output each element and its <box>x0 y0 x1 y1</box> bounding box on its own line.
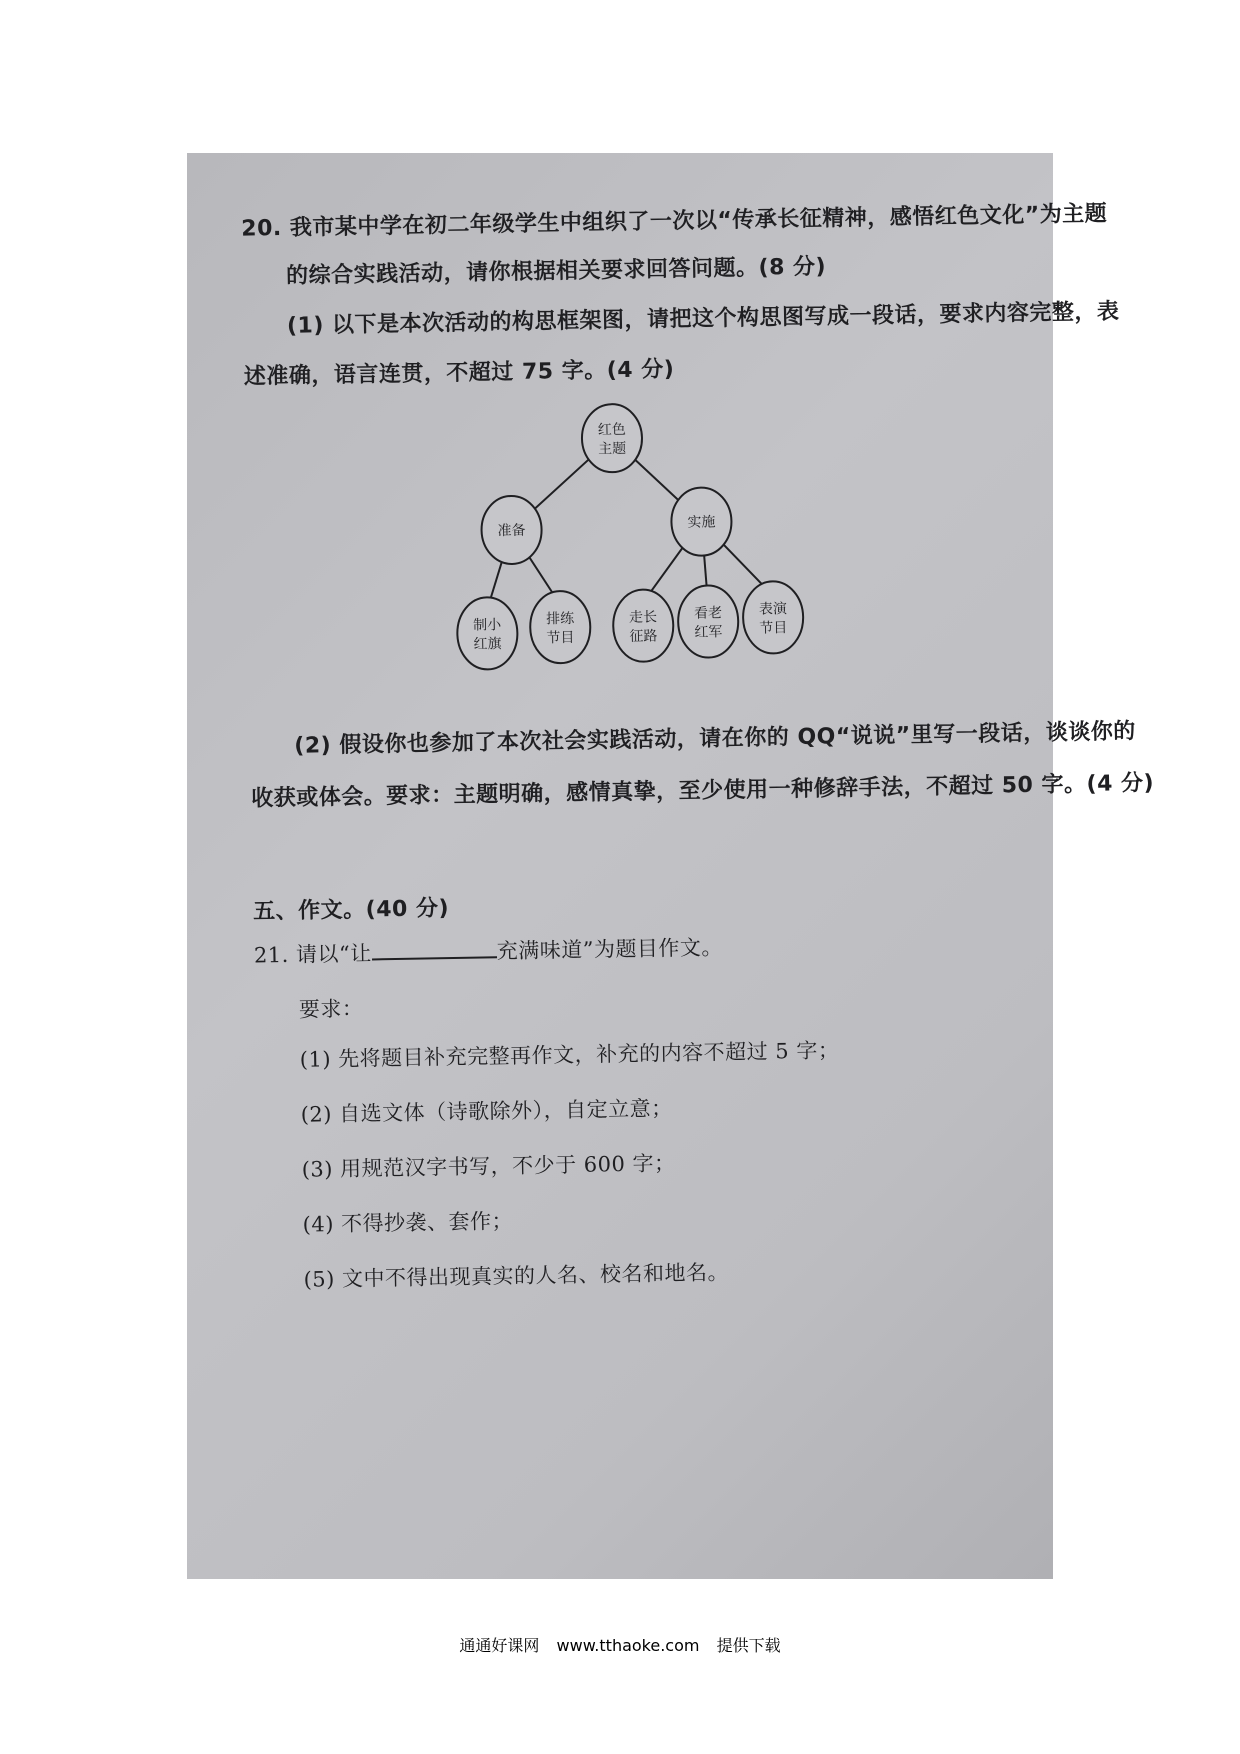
activity-framework-diagram <box>451 394 836 701</box>
q20-line1: 20. 我市某中学在初二年级学生中组织了一次以“传承长征精神，感悟红色文化”为主题 <box>241 201 1108 242</box>
q20-part1-line1: (1) 以下是本次活动的构思框架图，请把这个构思图写成一段话，要求内容完整，表 <box>286 299 1120 339</box>
q21-blank <box>372 938 497 960</box>
node-left-child2-label2: 节目 <box>546 629 575 647</box>
node-right-label: 实施 <box>687 514 716 531</box>
node-right-child3-label2: 节目 <box>759 620 788 637</box>
footer-suffix: 提供下载 <box>716 1636 781 1655</box>
node-root-label1: 红色 <box>597 421 626 439</box>
q21-suffix: 充满味道”为题目作文。 <box>496 935 724 964</box>
node-right-child3-label1: 表演 <box>758 601 788 618</box>
exam-page-content <box>187 145 1155 1586</box>
q21-prefix: 21. 请以“让 <box>253 941 372 968</box>
requirement-4: (4) 不得抄袭、套作； <box>302 1209 514 1237</box>
node-left-child1-label2: 红旗 <box>473 636 502 653</box>
node-right-child2-label2: 红军 <box>694 624 723 641</box>
scanned-exam-photo <box>187 153 1155 1579</box>
q21-prompt <box>254 931 724 969</box>
q20-part2-line2: 收获或体会。要求：主题明确，感情真挚，至少使用一种修辞手法，不超过 50 字。(4 分) <box>251 770 1155 812</box>
requirements-title: 要求： <box>298 996 364 1022</box>
footer-url: www.tthaoke.com <box>556 1636 700 1655</box>
node-left-child2-label1: 排练 <box>545 610 575 628</box>
page-footer <box>0 1633 1240 1656</box>
node-right-child2-label1: 看老 <box>693 605 723 622</box>
node-right-child1-label2: 征路 <box>629 628 658 645</box>
node-left-label: 准备 <box>497 522 526 540</box>
section5-heading: 五、作文。(40 分) <box>252 896 450 925</box>
requirement-3: (3) 用规范汉字书写，不少于 600 字； <box>301 1151 676 1182</box>
node-right-child1-label1: 走长 <box>628 609 658 626</box>
q20-part2-line1: (2) 假设你也参加了本次社会实践活动，请在你的 QQ“说说”里写一段话，谈谈你的 <box>294 719 1136 759</box>
node-left-child1-label1: 制小 <box>473 617 502 634</box>
requirement-1: (1) 先将题目补充完整再作文，补充的内容不超过 5 字； <box>299 1038 840 1072</box>
requirement-5: (5) 文中不得出现真实的人名、校名和地名。 <box>303 1260 730 1292</box>
q20-line2: 的综合实践活动，请你根据相关要求回答问题。(8 分) <box>285 254 827 289</box>
q20-part1-line2: 述准确，语言连贯，不超过 75 字。(4 分) <box>243 357 675 390</box>
footer-site-name: 通通好课网 <box>459 1636 540 1655</box>
node-root-label2: 主题 <box>598 440 627 458</box>
requirement-2: (2) 自选文体（诗歌除外），自定立意； <box>300 1096 673 1127</box>
